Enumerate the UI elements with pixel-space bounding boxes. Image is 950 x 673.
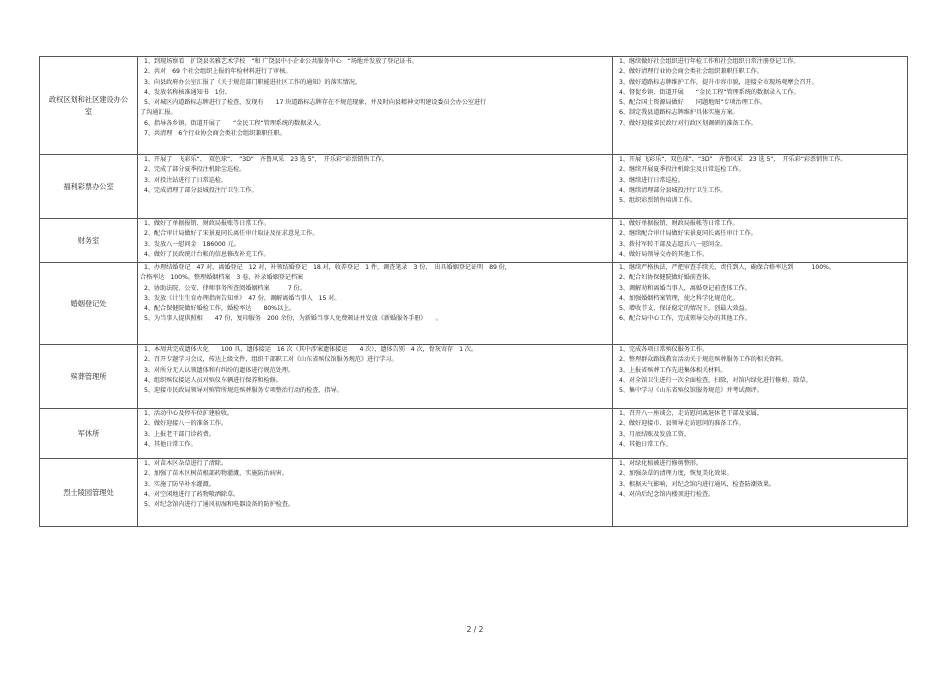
work-plan-item: 3、拨付军转干部及志愿兵八一慰问金。: [619, 240, 727, 248]
work-plan-item: 3、上报省殡葬工作先进集体相关材料。: [619, 366, 727, 374]
work-plan-item: 4、继续清理部分县城投注厅卫生工作。: [619, 186, 727, 194]
work-plan-item: 4、对尚后纪念馆内楼顶进行检查。: [619, 490, 715, 498]
work-plan-item: 3、继续进行日常巡检。: [619, 176, 684, 184]
work-done-item: 了沟通汇报。: [140, 109, 177, 117]
work-plan-item: 2、加强杂草的清理力度，恢复美化效果。: [619, 470, 733, 478]
table-row: [40, 57, 908, 155]
work-done-item: 3、对投注站进行了日常巡检。: [144, 176, 227, 184]
work-plan-item: 4、其他日常工作。: [619, 440, 672, 448]
work-done-item: 5、迎接市民政局领导对殡管所规范殡葬服务专项整治行动的检查、指导。: [144, 387, 343, 395]
work-plan-item: 4、督促乡镇、街道开展 “金民工程“管理系统的数据录入工作。: [619, 88, 800, 96]
work-plan-item: 1、召开八一座谈会，走访慰问离退休老干部及家属。: [619, 410, 763, 417]
work-done-item: 1、对苗木区杂草进行了清除。: [144, 460, 227, 467]
work-plan-item: 3、调解劝和离婚当事人，离婚登记前查体工作。: [619, 284, 751, 292]
table-row: [40, 459, 908, 527]
work-done-item: 1、活动中心及停车位扩建验收。: [144, 410, 234, 417]
work-done-item: 1、到现场察看 扩饶县名雅艺术学校 “和 广饶县中小企业公共服务中心 “场地并发放了登记证书。: [144, 58, 418, 65]
department-name: 福利彩票办公室: [40, 155, 138, 219]
table-row: [40, 345, 908, 409]
work-plan-item: 5、配合国土资源局做好 同题地图“专项治理工作。: [619, 99, 766, 107]
work-plan-item: 1、完成各项日常殡仪服务工作。: [619, 346, 709, 353]
work-done-cell: [138, 459, 613, 527]
work-done-item: 3、实施了防旱补水灌溉。: [144, 480, 215, 488]
work-report-table: [39, 56, 908, 527]
page-number: 2 / 2: [466, 625, 484, 634]
work-done-item: 2、做好迎接八一的准备工作。: [144, 420, 227, 428]
work-done-item: 4、组织殡仪接运人员对殡仪车辆进行保养和检修。: [144, 376, 282, 384]
department-name: 烈士陵园管理处: [40, 459, 138, 527]
work-done-cell: [138, 409, 613, 459]
work-done-item: 6、指导各乡镇、街道开展了 “金民工程“管理系统的数据录入。: [144, 119, 325, 127]
work-done-item: 3、对所分无人认领遗体和有纠纷的遗体进行规范处理。: [144, 366, 294, 374]
work-plan-item: 1、继续严格执法，严把审查手续关，责任到人，确保合格率达到 100%。: [619, 264, 835, 271]
work-plan-item: 1、开展 飞彩乐“、双色球“、“3D” 齐鲁风采 23 选 5”， 开乐彩“彩票销售工作。: [619, 156, 847, 163]
table-row: [40, 409, 908, 459]
work-done-cell: [138, 155, 613, 219]
work-plan-cell: [613, 409, 908, 459]
work-done-item: 2、共对 69 个社会组织上报的年检材料进行了审核。: [144, 68, 292, 76]
work-done-cell: [138, 263, 613, 345]
work-done-item: 4、完成清理了部分县城投注厅卫生工作。: [144, 186, 258, 194]
work-plan-cell: [613, 263, 908, 345]
work-plan-item: 2、做好清理行业协会商会类社会组织兼职任职工作。: [619, 68, 763, 76]
work-plan-item: 2、继续开展夏季投注机除尘及日常巡检工作。: [619, 166, 745, 174]
work-plan-item: 2、继续配合审计局做好宋景夏同长离任审计工作。: [619, 230, 757, 238]
table-row: [40, 263, 908, 345]
work-done-cell: [138, 345, 613, 409]
work-done-item: 3、发放《计生生育办理指南告知单》 47 份，调解离婚当事人 15 对。: [144, 294, 341, 302]
work-plan-item: 7、做好迎接省民政厅对行政区划调研的准备工作。: [619, 119, 757, 127]
work-done-item: 4、发放名称核准通知书 1份。: [144, 88, 231, 96]
work-done-item: 4、配合保健院做好婚检工作，婚检率达 80%以上。: [144, 305, 296, 313]
work-done-item: 2、完成了部分夏季投注机除尘巡检。: [144, 166, 246, 174]
work-done-item: 1、办理结婚登记 47 对，离婚登记 12 对，补领结婚登记 18 对，收养登记 1 件，调查笔录 3 份， 出具婚姻登记证明 89 份，: [144, 264, 511, 271]
table-row: [40, 219, 908, 263]
work-done-item: 4、做好了民政统计台帐的信息修改补充工作。: [144, 250, 270, 258]
work-plan-item: 4、对全馆卫生进行一次全面检查，扫除，对馆内绿化进行修剪、除草。: [619, 376, 812, 384]
work-done-item: 2、召开专题学习会议，传达上级文件，组织干部职工对《山东省殡仪馆服务规范》进行学习。: [144, 356, 398, 364]
work-plan-item: 3、做好道路标志牌维护工作，提升市容市貌，迎接全市现场观摩会召开。: [619, 78, 818, 86]
work-plan-cell: [613, 57, 908, 155]
work-plan-item: 3、根据天气影响，对纪念馆内进行通风，检查防潮效果。: [619, 480, 776, 488]
work-done-item: 1、本周共完成遗体火化 100 具，遗体接运 16 次（其中涉案遗体接运 4 次），遗体告别 4 次，骨灰寄存 1 次。: [144, 346, 477, 353]
work-done-item: 3、发放八一慰问金 186000 元。: [144, 240, 240, 248]
work-done-cell: [138, 219, 613, 263]
work-plan-cell: [613, 459, 908, 527]
work-done-item: 5、对纪念馆内进行了通风初湿和电器设备的防护检查。: [144, 501, 294, 509]
work-done-item: 1、开展了 飞彩乐“、 双色球“、 “3D” 齐鲁风采 23 选 5”， 开乐彩“彩票销售工作。: [144, 156, 388, 163]
work-done-item: 合格率达 100%。整理婚姻档案 3 卷，补录婚姻登记档案: [140, 274, 304, 282]
work-plan-cell: [613, 155, 908, 219]
department-name: 殡葬管理所: [40, 345, 138, 409]
work-plan-item: 5、组织彩票销售培训工作。: [619, 197, 696, 205]
work-done-item: 3、上报老干部门诊药费。: [144, 430, 215, 438]
work-plan-item: 2、配合妇协保健院做好婚前查体。: [619, 274, 715, 282]
work-plan-item: 2、做好迎接市、县领导走访慰问的准备工作。: [619, 420, 745, 428]
department-name: 婚姻登记处: [40, 263, 138, 345]
department-name: 政权区划和社区建设办公室: [40, 57, 138, 155]
work-plan-item: 4、做好局领导交办的其他工作。: [619, 250, 709, 258]
work-plan-item: 1、继续做好社会组织进行年检工作和社会组织日常注册登记工作。: [619, 58, 800, 65]
work-done-item: 2、协助法院、公安、律师事务所查阅婚姻档案 7 份。: [144, 284, 306, 292]
work-plan-item: 6、制定我县道路标志牌维护具体实施方案。: [619, 109, 739, 117]
work-done-cell: [138, 57, 613, 155]
work-done-item: 4、对空闲地进行了药物喷洒除草。: [144, 490, 240, 498]
work-done-item: 2、加强了苗木区树苗根部药物灌溉，实施防治病害。: [144, 470, 288, 478]
work-plan-item: 1、做好单据报销、财政局报帐等日常工作。: [619, 220, 739, 227]
work-plan-item: 3、月底结账及发放工资。: [619, 430, 690, 438]
work-plan-item: 2、整理群众路线教育活动关于规范殡葬服务工作的相关资料。: [619, 356, 788, 364]
work-plan-item: 1、对绿化植被进行修剪整形。: [619, 460, 702, 467]
work-plan-item: 5、集中学习《山东省殡仪馆服务规范》并考试测评。: [619, 387, 763, 395]
work-done-item: 7、共清理 6个行业协会商会类社会组织兼职任职。: [144, 130, 286, 138]
table-row: [40, 155, 908, 219]
department-name: 财务室: [40, 219, 138, 263]
work-plan-cell: [613, 345, 908, 409]
work-done-item: 2、配合审计局做好了宋景夏同长离任审计取证及征求意见工作。: [144, 230, 319, 238]
department-name: 军休所: [40, 409, 138, 459]
work-plan-cell: [613, 219, 908, 263]
work-plan-item: 6、配合局中心工作，完成领导交办的其他工作。: [619, 315, 751, 323]
work-done-item: 4、其他日常工作。: [144, 440, 197, 448]
work-plan-item: 4、加强婚姻档案管理，使之科学化规范化。: [619, 294, 739, 302]
work-plan-item: 5、增收节支，保证稳定的情况下，创最大效益。: [619, 305, 751, 313]
work-done-item: 5、为当事人提供照相 47 份，复印服务 200 余份，为新婚当事人免费颁证并发放《新婚服务手册》 。: [144, 315, 442, 323]
work-done-item: 1、做好了单据报销、财政局报账等日常工作。: [144, 220, 270, 227]
work-done-item: 3、向县政府办公室汇报了《关于规范部门职能进社区工作的通知》的落实情况。: [144, 78, 361, 86]
work-done-item: 5、对城区内道路标志牌进行了检查，发现有 17 块道路标志牌存在不规范现象，并及时向县精神文明建设委员会办公室进行: [144, 99, 487, 107]
